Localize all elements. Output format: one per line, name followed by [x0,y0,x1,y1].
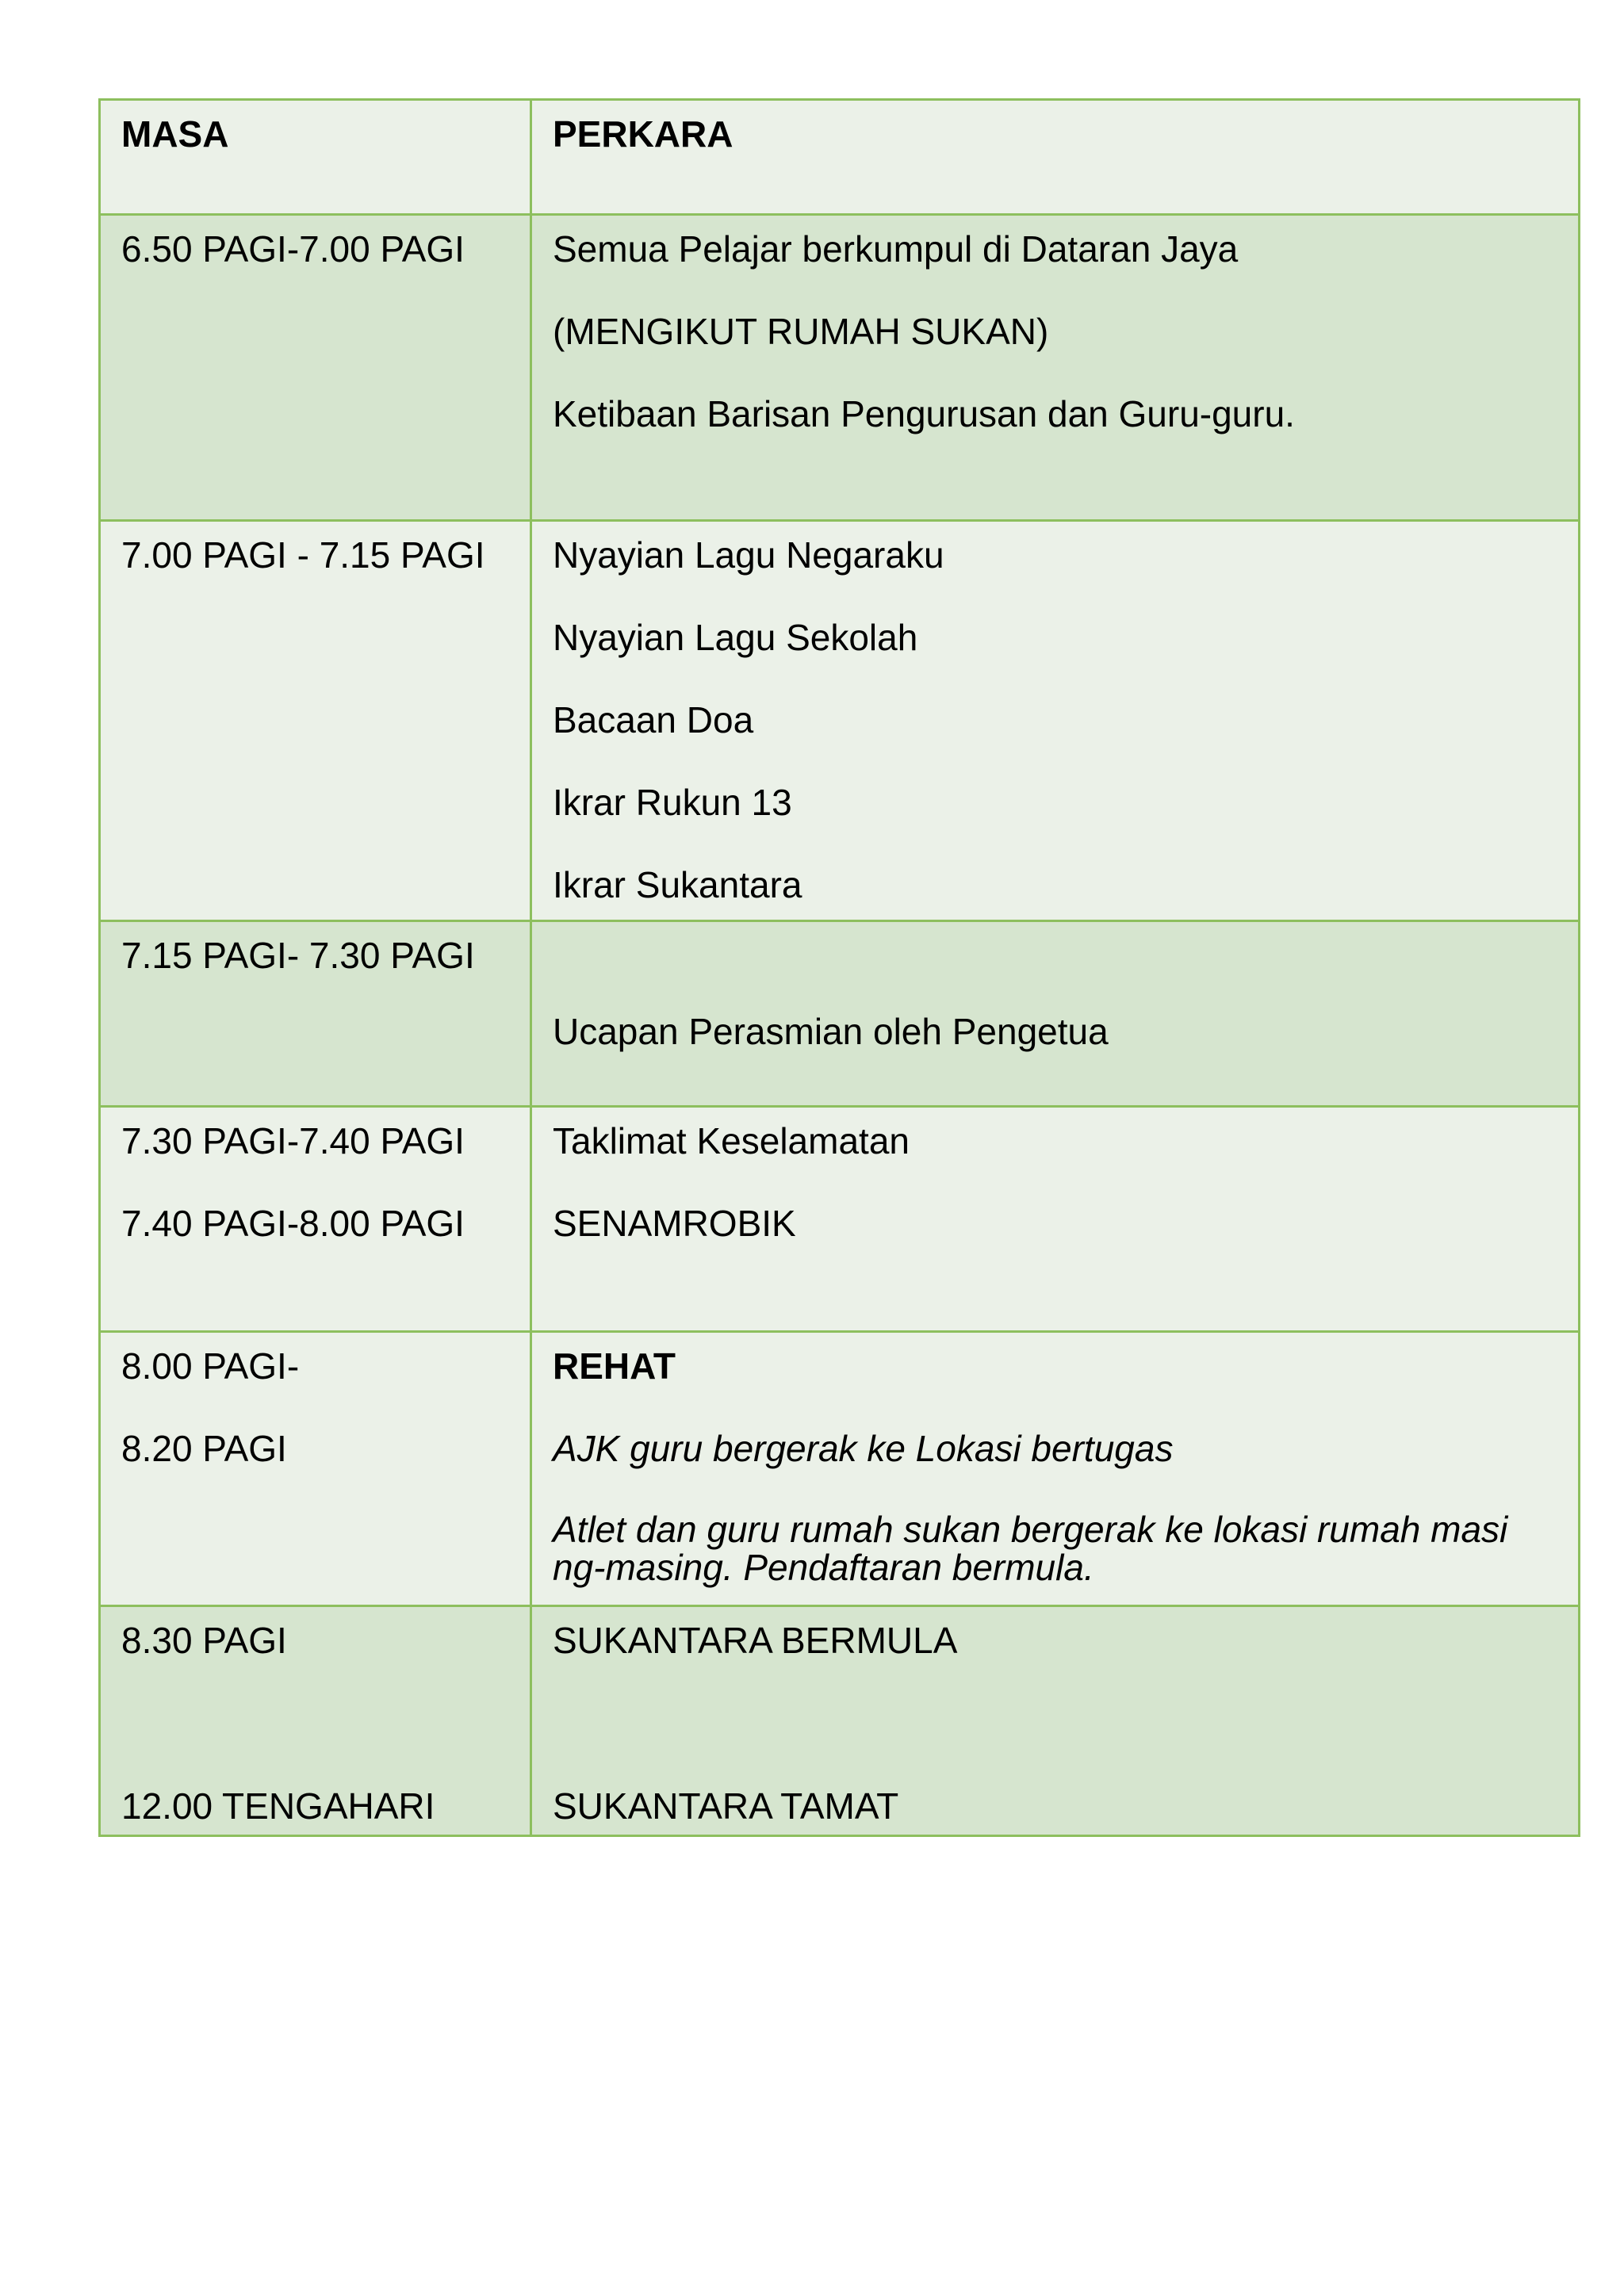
masa-text: 6.50 PAGI-7.00 PAGI [121,228,465,270]
perkara-text: Ucapan Perasmian oleh Pengetua [553,1011,1109,1052]
masa-text: 7.40 PAGI-8.00 PAGI [121,1203,465,1244]
perkara-text: SUKANTARA BERMULA [553,1620,958,1661]
masa-cell [100,1107,531,1332]
perkara-text: Semua Pelajar berkumpul di Dataran Jaya [553,228,1239,270]
schedule-table [98,98,1580,1837]
perkara-text: Taklimat Keselamatan [553,1120,910,1161]
masa-cell [100,1332,531,1606]
table-row [100,521,1580,921]
table-row [100,1107,1580,1332]
perkara-cell [531,215,1580,521]
perkara-text: SENAMROBIK [553,1203,796,1244]
perkara-text: REHAT [553,1345,676,1387]
perkara-text: SUKANTARA TAMAT [553,1785,899,1827]
masa-text: 12.00 TENGAHARI [121,1785,435,1827]
perkara-cell [531,1107,1580,1332]
masa-text: 8.00 PAGI- [121,1345,300,1387]
perkara-text: (MENGIKUT RUMAH SUKAN) [553,311,1049,352]
table-row [100,1606,1580,1836]
masa-text: 8.30 PAGI [121,1620,287,1661]
perkara-text: Ketibaan Barisan Pengurusan dan Guru-guru. [553,393,1295,434]
table-row [100,215,1580,521]
perkara-text: Nyayian Lagu Negaraku [553,534,944,576]
masa-cell [100,521,531,921]
perkara-cell [531,1332,1580,1606]
perkara-text: Bacaan Doa [553,699,754,740]
perkara-text: Ikrar Sukantara [553,864,802,905]
table-row [100,1332,1580,1606]
masa-text: 8.20 PAGI [121,1428,287,1469]
table-header-row [100,100,1580,215]
masa-text: 7.30 PAGI-7.40 PAGI [121,1120,465,1161]
masa-cell [100,1606,531,1836]
masa-cell [100,921,531,1107]
perkara-text: Nyayian Lagu Sekolah [553,617,918,658]
perkara-text: Atlet dan guru rumah sukan bergerak ke lokasi rumah masi ng-masing. Pendaftaran bermula. [553,1509,1508,1588]
header-masa: MASA [100,100,531,215]
perkara-cell [531,521,1580,921]
perkara-cell [531,921,1580,1107]
perkara-text: Ikrar Rukun 13 [553,782,792,823]
header-perkara: PERKARA [531,100,1580,215]
masa-text: 7.15 PAGI- 7.30 PAGI [121,935,475,976]
masa-text: 7.00 PAGI - 7.15 PAGI [121,534,485,576]
table-row [100,921,1580,1107]
masa-cell [100,215,531,521]
perkara-text: AJK guru bergerak ke Lokasi bertugas [553,1428,1174,1469]
perkara-cell [531,1606,1580,1836]
